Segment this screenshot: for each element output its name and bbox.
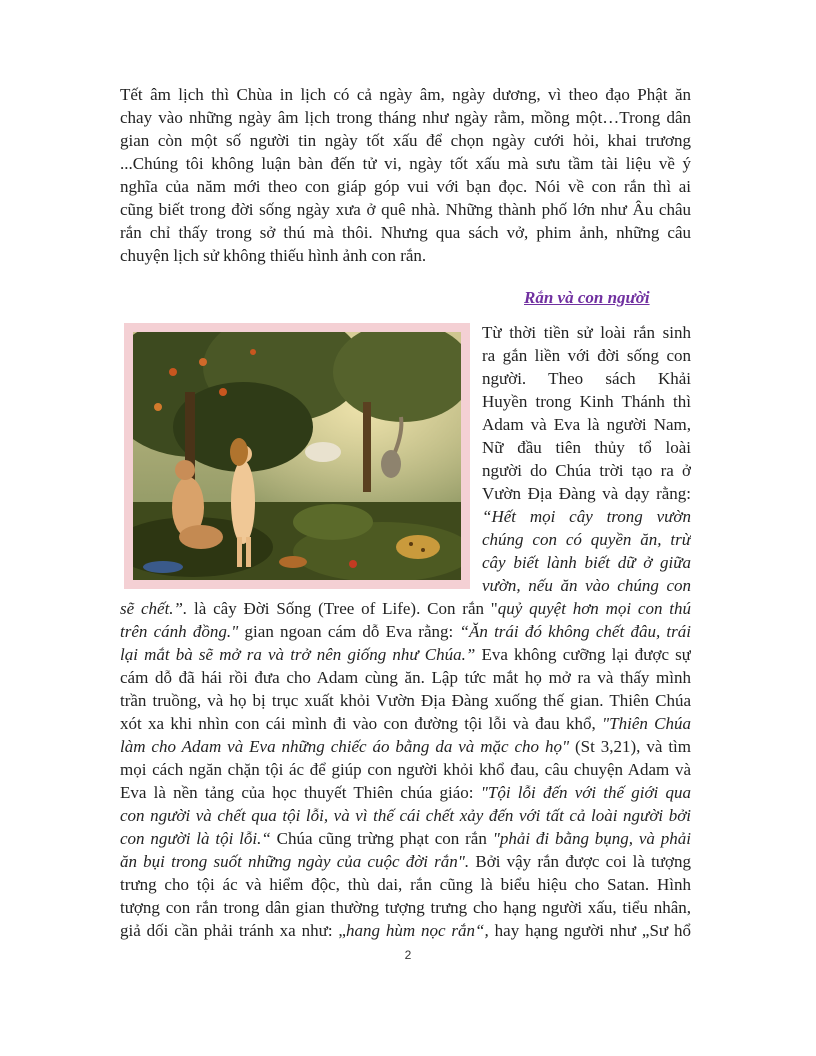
body-line: giả dối cần phải tránh xa như: „hang hùm nọc rắn“, hay hạng người như „Sư hổ <box>120 921 691 940</box>
body-line: sẽ chết.”. là cây Đời Sống (Tree of Life). Con rắn "quỷ quyệt hơn mọi con thú <box>120 599 691 618</box>
intro-line: chay vào những ngày âm lịch trong tháng như ngày rằm, mồng một…Trong dân <box>120 108 691 127</box>
side-line: cây biết lành biết dữ ở giữa <box>482 553 691 572</box>
side-line: chúng con có quyền ăn, trừ <box>482 530 691 549</box>
page-number: 2 <box>404 948 412 962</box>
intro-line: chuyện lịch sử không thiếu hình ảnh con rắn. <box>120 246 427 265</box>
body-line: con người và chết qua tội lỗi, và vì thế cái chết xảy đến với tất cả loài người bởi <box>120 806 691 825</box>
section-heading: Rắn và con người <box>524 288 650 307</box>
side-line: người do Chúa trời tạo ra ở <box>482 461 691 480</box>
body-line: ăn bụi trong suốt những ngày của cuộc đời rắn". Bởi vậy rắn được coi là tượng <box>120 852 691 871</box>
side-line: Vườn Địa Đàng và dạy rằng: <box>482 484 691 503</box>
intro-line: ...Chúng tôi không luận bàn đến tử vi, ngày tốt xấu mà sưu tầm tài liệu về ý <box>120 154 691 173</box>
body-line: tượng con rắn trong dân gian thường tượng trưng cho hạng người xấu, tiểu nhân, <box>120 898 691 917</box>
garden-of-eden-painting-image <box>133 332 461 580</box>
intro-line: gian còn một số người tin ngày tốt xấu để chọn ngày cưới hỏi, khai trương <box>120 131 691 150</box>
body-line: cám dỗ đã hái rồi đưa cho Adam cùng ăn. Lập tức mắt họ mở ra và thấy mình <box>120 668 691 687</box>
side-line: người. Theo sách Khải <box>482 369 691 388</box>
side-line: Huyền trong Kinh Thánh thì <box>482 392 691 411</box>
intro-line: Tết âm lịch thì Chùa in lịch có cả ngày âm, ngày dương, vì theo đạo Phật ăn <box>120 85 691 104</box>
side-line: vườn, nếu ăn vào chúng con <box>482 576 691 595</box>
side-line: Adam và Eva là người Nam, <box>482 415 691 434</box>
side-line: ra gắn liền với đời sống con <box>482 346 691 365</box>
body-paragraph <box>120 597 691 942</box>
intro-line: cũng biết trong đời sống ngày xưa ở quê nhà. Những thành phố lớn như Âu châu <box>120 200 691 219</box>
intro-line: rắn chỉ thấy trong sở thú mà thôi. Nhưng qua sách vở, phim ảnh, những câu <box>120 223 691 242</box>
body-line: Eva là nền tảng của học thuyết Thiên chúa giáo: "Tội lỗi đến với thế giới qua <box>120 783 691 802</box>
body-line: lại mắt bà sẽ mở ra và trở nên giống như Chúa.” Eva không cưỡng lại được sự <box>120 645 691 664</box>
side-line: Nữ đầu tiên thủy tổ loài <box>482 438 691 457</box>
intro-line: nghĩa của năm mới theo con giáp góp vui với bạn đọc. Nói về con rắn thì ai <box>120 177 691 196</box>
body-line: trưng cho tội ác và hiểm độc, thù dai, rắn cũng là biểu hiệu cho Satan. Hình <box>120 875 691 894</box>
intro-paragraph <box>120 83 691 267</box>
side-paragraph <box>482 321 691 597</box>
body-line: trần truồng, và họ bị trục xuất khỏi Vườn Địa Đàng xuống thế gian. Thiên Chúa <box>120 691 691 710</box>
side-line: “Hết mọi cây trong vườn <box>482 507 691 526</box>
body-line: con người là tội lỗi.“ Chúa cũng trừng phạt con rắn "phải đi bằng bụng, và phải <box>120 829 691 848</box>
body-line: làm cho Adam và Eva những chiếc áo bằng da và mặc cho họ" (St 3,21), và tìm <box>120 737 691 756</box>
side-line: Từ thời tiền sử loài rắn sinh <box>482 323 691 342</box>
figure-frame <box>124 323 470 589</box>
body-line: xót xa khi nhìn con cái mình đi vào con đường tội lỗi và đau khổ, "Thiên Chúa <box>120 714 691 733</box>
body-line: trên cánh đồng." gian ngoan cám dỗ Eva rằng: “Ăn trái đó không chết đâu, trái <box>120 622 691 641</box>
body-line: mọi cách ngăn chặn tội ác để giúp con người khỏi khổ đau, câu chuyện Adam và <box>120 760 691 779</box>
